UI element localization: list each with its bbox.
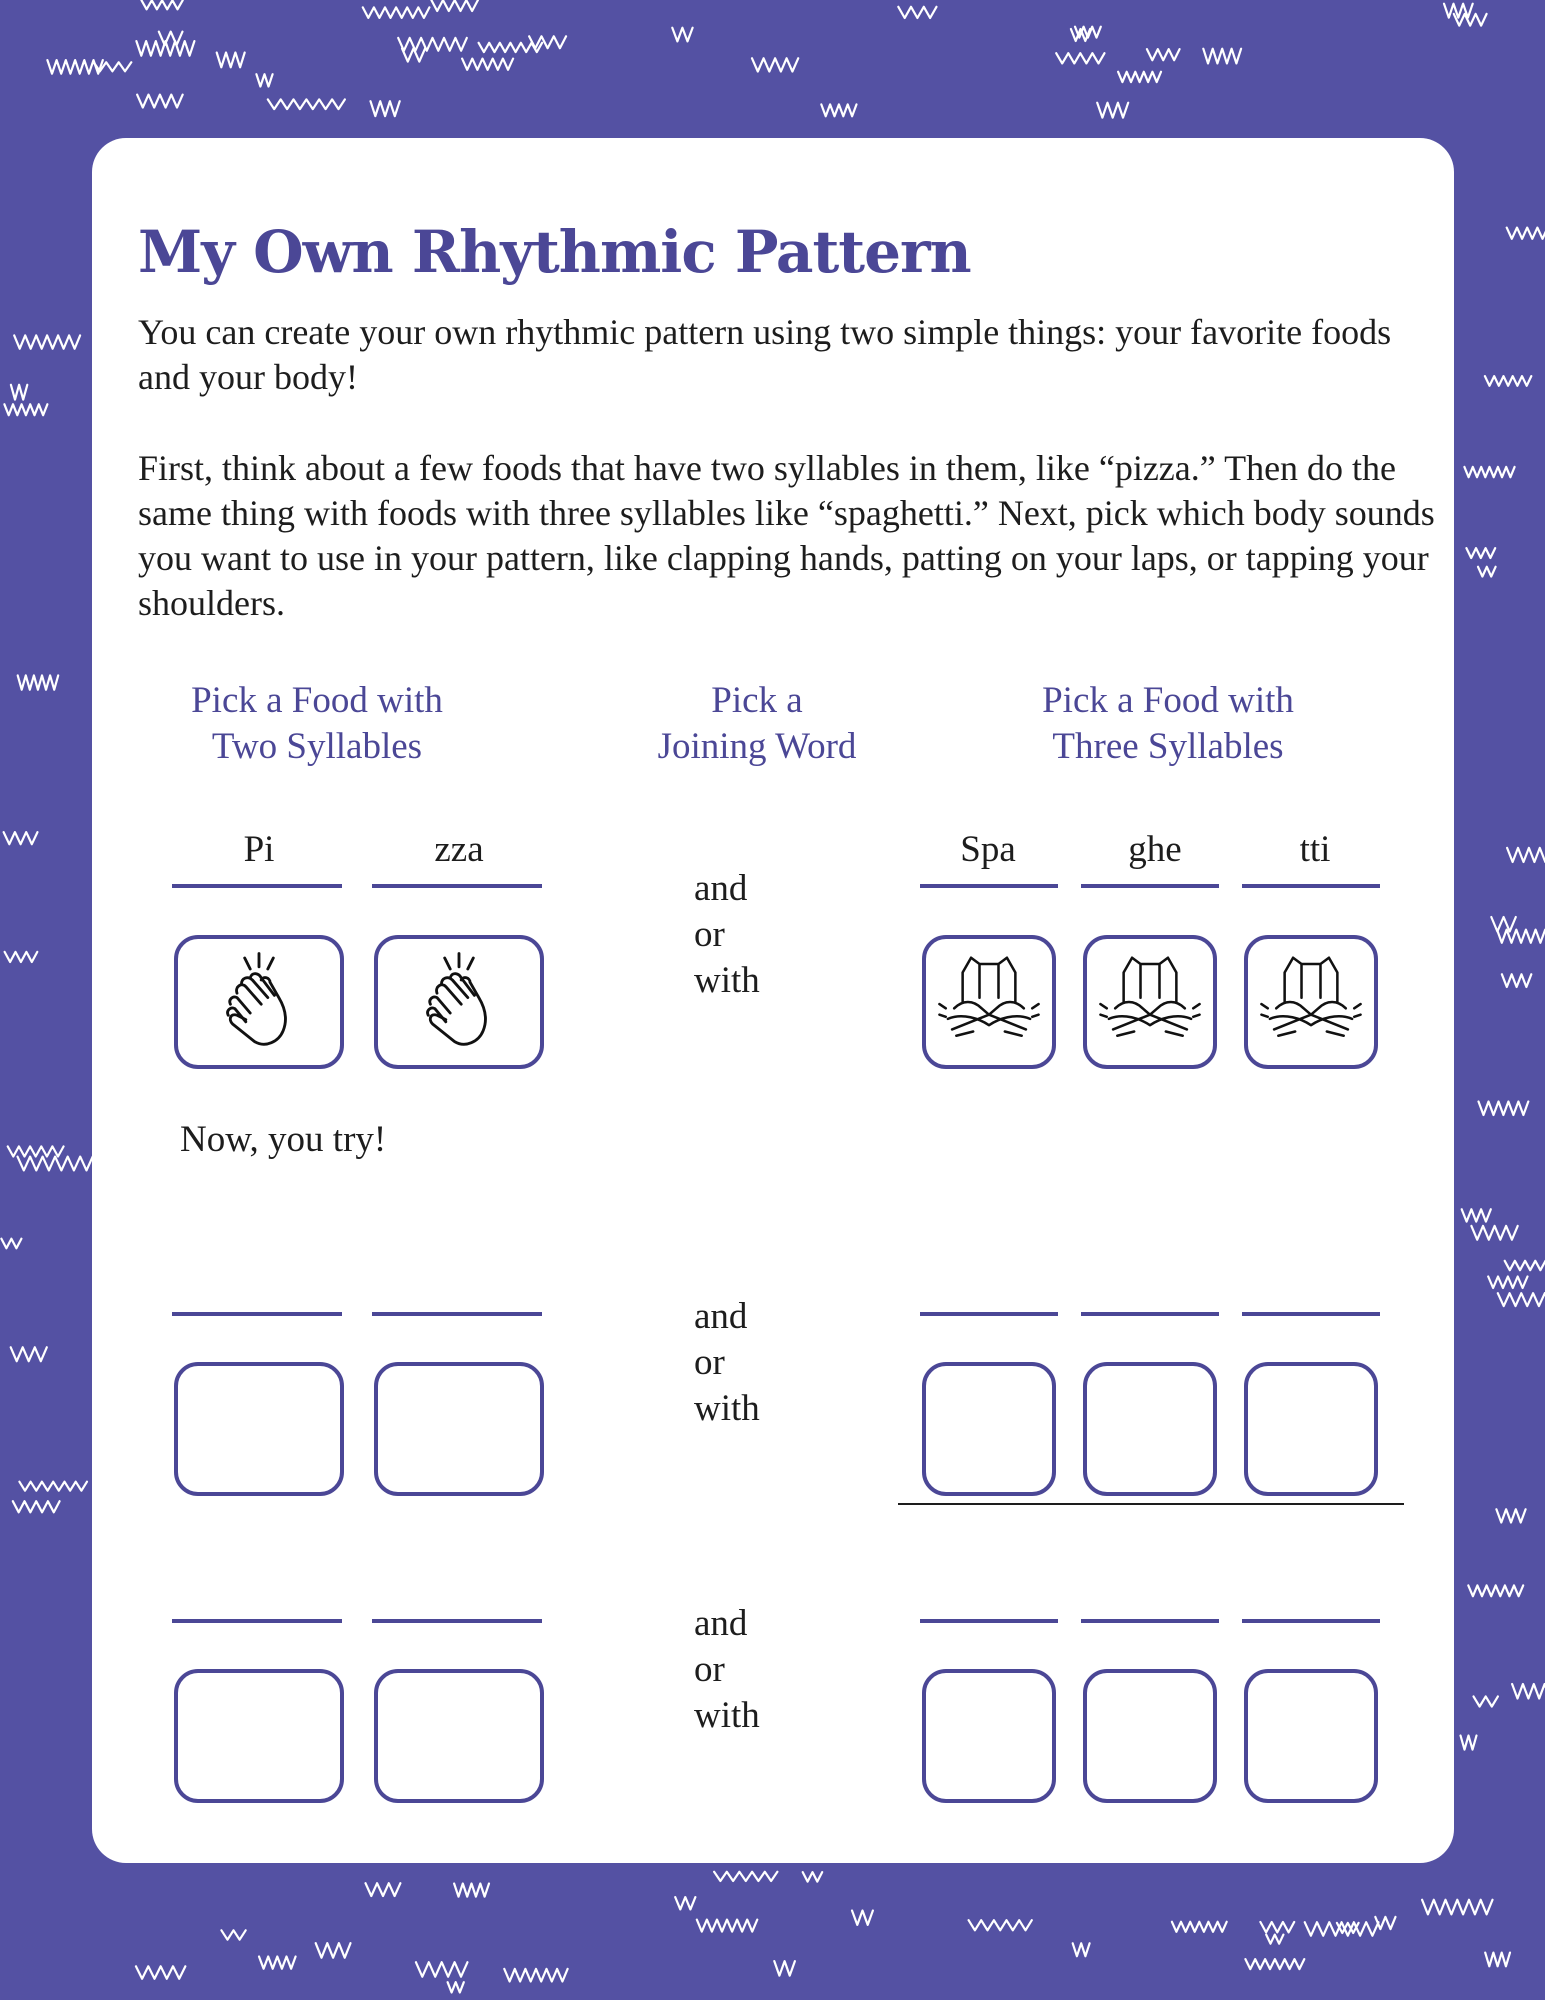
syllable-line <box>1242 884 1380 888</box>
syllable-label: tti <box>1299 829 1331 870</box>
zigzag-doodle <box>821 104 856 116</box>
zigzag-doodle <box>1498 1293 1545 1306</box>
zigzag-doodle <box>431 0 478 11</box>
syllable-label: zza <box>434 829 484 870</box>
zigzag-doodle <box>1097 103 1128 118</box>
zigzag-doodle <box>504 1969 567 1982</box>
intro-paragraph: You can create your own rhythmic pattern using two simple things: your favorite foods and your body! <box>138 312 1392 397</box>
zigzag-doodle <box>969 1920 1032 1930</box>
zigzag-doodle <box>1056 53 1104 63</box>
zigzag-doodle <box>852 1911 873 1925</box>
zigzag-doodle <box>1497 930 1545 943</box>
zigzag-doodle <box>1 1239 21 1249</box>
zigzag-doodle <box>1462 1209 1491 1221</box>
answer-line[interactable] <box>920 1619 1058 1623</box>
zigzag-doodle <box>268 99 345 109</box>
zigzag-doodle <box>366 1883 401 1896</box>
zigzag-doodle <box>142 0 183 9</box>
clapping-hands-icon <box>174 935 344 1069</box>
zigzag-doodle <box>363 7 430 18</box>
syllable-line <box>920 884 1058 888</box>
syllable-line <box>372 884 542 888</box>
zigzag-doodle <box>8 1146 64 1156</box>
answer-line[interactable] <box>172 1312 342 1316</box>
empty-answer-box[interactable] <box>174 1669 344 1803</box>
zigzag-doodle <box>675 1897 695 1909</box>
zigzag-doodle <box>316 1943 351 1958</box>
zigzag-doodle <box>398 38 467 51</box>
zigzag-doodle <box>529 36 566 48</box>
patting-lap-icon <box>1244 935 1378 1069</box>
zigzag-doodle <box>1507 848 1545 862</box>
syllable-label: Spa <box>960 829 1016 870</box>
answer-line[interactable] <box>1242 1619 1380 1623</box>
zigzag-doodle <box>1172 1922 1227 1932</box>
zigzag-doodle <box>1073 1943 1090 1956</box>
zigzag-doodle <box>1485 376 1531 386</box>
zigzag-doodle <box>803 1872 823 1882</box>
zigzag-doodle <box>1147 49 1180 60</box>
zigzag-doodle <box>221 1930 245 1939</box>
empty-answer-box[interactable] <box>374 1669 544 1803</box>
zigzag-doodle <box>774 1961 795 1976</box>
zigzag-doodle <box>402 48 425 61</box>
joining-word: or <box>694 914 725 955</box>
patting-lap-icon <box>1083 935 1217 1069</box>
zigzag-doodle <box>1118 72 1161 82</box>
empty-answer-box[interactable] <box>922 1669 1056 1803</box>
zigzag-doodle <box>1485 1953 1510 1967</box>
zigzag-doodle <box>1466 548 1495 558</box>
empty-answer-box[interactable] <box>922 1362 1056 1496</box>
zigzag-doodle <box>1260 1922 1294 1932</box>
empty-answer-box[interactable] <box>174 1362 344 1496</box>
syllable-line <box>1081 884 1219 888</box>
joining-word: or <box>694 1649 725 1690</box>
zigzag-doodle <box>454 1884 489 1897</box>
clapping-hands-icon <box>374 935 544 1069</box>
zigzag-doodle <box>1496 1509 1525 1522</box>
zigzag-doodle <box>371 101 400 116</box>
worksheet-card <box>92 138 1454 1863</box>
empty-answer-box[interactable] <box>374 1362 544 1496</box>
joining-words <box>694 1294 834 1432</box>
answer-line[interactable] <box>1081 1619 1219 1623</box>
zigzag-doodle <box>1502 974 1531 987</box>
zigzag-doodle <box>697 1920 758 1932</box>
empty-answer-box[interactable] <box>1083 1669 1217 1803</box>
zigzag-doodle <box>714 1872 777 1881</box>
zigzag-doodle <box>416 1962 468 1977</box>
zigzag-doodle <box>1245 1959 1304 1969</box>
answer-line[interactable] <box>1081 1312 1219 1316</box>
zigzag-doodle <box>462 59 513 70</box>
zigzag-doodle <box>4 404 47 415</box>
heading-line: Pick a Food with <box>1042 680 1294 721</box>
zigzag-doodle <box>94 62 132 71</box>
answer-line[interactable] <box>172 1619 342 1623</box>
syllable-label: ghe <box>1128 829 1182 870</box>
syllable-label: Pi <box>243 829 275 870</box>
zigzag-doodle <box>4 832 38 844</box>
zigzag-doodle <box>11 385 27 400</box>
zigzag-doodle <box>898 7 936 18</box>
joining-words <box>694 1601 834 1739</box>
page-title: My Own Rhythmic Pattern <box>138 218 971 286</box>
try-label: Now, you try! <box>180 1119 387 1160</box>
zigzag-doodle <box>448 1982 464 1992</box>
zigzag-doodle <box>14 335 80 348</box>
empty-answer-box[interactable] <box>1244 1669 1378 1803</box>
zigzag-doodle <box>1491 917 1516 932</box>
joining-word: with <box>694 1695 760 1736</box>
joining-word: with <box>694 960 760 1001</box>
joining-word: and <box>694 868 748 909</box>
zigzag-doodle <box>13 1501 60 1512</box>
zigzag-doodle <box>1478 567 1496 577</box>
zigzag-doodle <box>1512 1684 1545 1699</box>
heading-line: Pick a <box>711 680 803 721</box>
zigzag-doodle <box>1505 1261 1545 1270</box>
zigzag-doodle <box>1203 49 1241 64</box>
joining-word: with <box>694 1388 760 1429</box>
zigzag-doodle <box>1507 228 1545 239</box>
zigzag-doodle <box>136 41 194 56</box>
zigzag-doodle <box>1488 1277 1527 1289</box>
joining-word: and <box>694 1296 748 1337</box>
zigzag-doodle <box>1464 467 1514 477</box>
zigzag-doodle <box>1479 1102 1529 1116</box>
zigzag-doodle <box>672 28 692 42</box>
syllable-line <box>172 884 342 888</box>
zigzag-doodle <box>137 95 183 108</box>
zigzag-doodle <box>256 74 272 86</box>
zigzag-doodle <box>19 1482 87 1491</box>
zigzag-doodle <box>1422 1900 1492 1915</box>
joining-word: and <box>694 1603 748 1644</box>
joining-word: or <box>694 1342 725 1383</box>
heading-line: Joining Word <box>657 726 857 767</box>
heading-line: Two Syllables <box>211 726 423 767</box>
zigzag-doodle <box>159 32 183 45</box>
zigzag-doodle <box>1474 1696 1498 1706</box>
zigzag-doodle <box>1471 1226 1517 1240</box>
answer-line[interactable] <box>372 1619 542 1623</box>
heading-line: Three Syllables <box>1052 726 1284 767</box>
zigzag-doodle <box>1266 1935 1283 1944</box>
zigzag-doodle <box>752 58 798 71</box>
heading-line: Pick a Food with <box>191 680 443 721</box>
zigzag-doodle <box>259 1957 296 1969</box>
zigzag-doodle <box>11 1347 47 1361</box>
instructions-paragraph: First, think about a few foods that have two syllables in them, like “pizza.” Then do the same thing with foods with three syllables like “spaghetti.” Next, pick which body sounds you want to use in your pattern, like clapping hands, patting on your laps, or tapping your shoulders. <box>138 448 1435 623</box>
empty-answer-box[interactable] <box>1083 1362 1217 1496</box>
patting-lap-icon <box>922 935 1056 1069</box>
zigzag-doodle <box>1375 1917 1395 1929</box>
zigzag-doodle <box>18 1157 93 1171</box>
zigzag-doodle <box>1461 1736 1477 1750</box>
zigzag-doodle <box>1468 1585 1523 1596</box>
answer-line[interactable] <box>372 1312 542 1316</box>
answer-line[interactable] <box>1242 1312 1380 1316</box>
column-heading-two-syllables <box>152 678 482 770</box>
zigzag-doodle <box>5 952 38 962</box>
column-heading-three-syllables <box>968 678 1368 770</box>
zigzag-doodle <box>1444 4 1473 18</box>
empty-answer-box[interactable] <box>1244 1362 1378 1496</box>
joining-words <box>694 866 834 1004</box>
zigzag-doodle <box>136 1966 186 1979</box>
column-heading-joining-word <box>607 678 907 770</box>
divider-rule <box>898 1503 1404 1505</box>
zigzag-doodle <box>217 53 245 68</box>
answer-line[interactable] <box>920 1312 1058 1316</box>
zigzag-doodle <box>18 675 59 689</box>
